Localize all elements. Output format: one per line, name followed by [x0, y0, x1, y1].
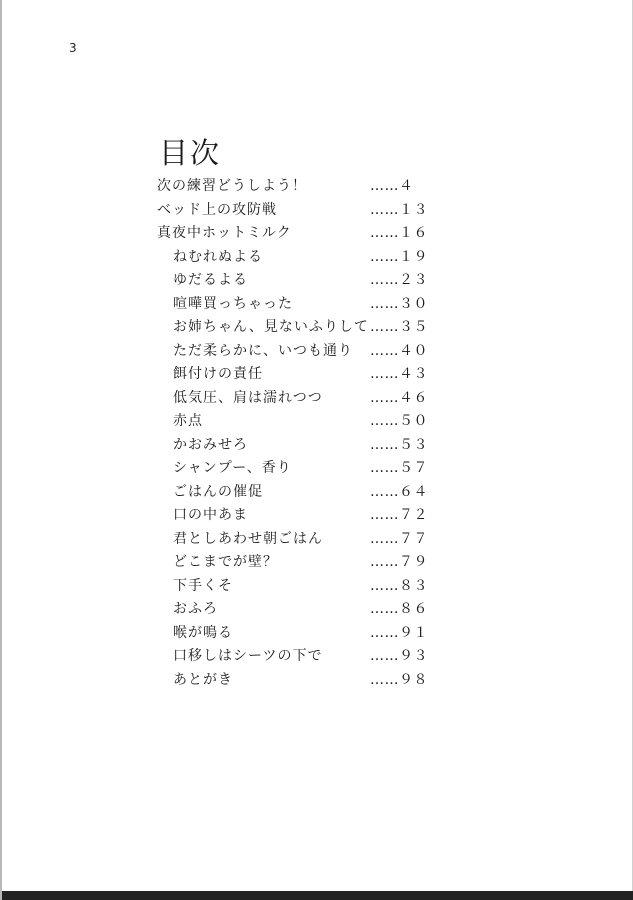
toc-entry-title: 口移しはシーツの下で [173, 648, 323, 664]
toc-entry-page: ……３５ [370, 319, 428, 335]
toc-entry-title: かおみせろ [173, 436, 248, 453]
toc-entry [157, 481, 447, 505]
toc-entry [157, 340, 447, 364]
toc-entry-page: ……９１ [370, 624, 428, 641]
toc-entry-title: ごはんの催促 [173, 483, 263, 500]
toc-entry-page: ……８６ [370, 601, 428, 617]
toc-entry [157, 199, 447, 223]
toc-entry-title: ゆだるよる [173, 272, 248, 288]
toc-entry [157, 222, 447, 246]
toc-entry-title: ただ柔らかに、いつも通り [173, 342, 353, 359]
toc-entry [157, 269, 447, 293]
toc-entry [157, 316, 447, 340]
toc-entry-title: ベッド上の攻防戦 [157, 201, 277, 218]
toc-entry-page: ……１３ [370, 201, 428, 218]
toc-entry [157, 622, 447, 646]
toc-entry [157, 457, 447, 481]
toc-entry [157, 551, 447, 575]
toc-entry [157, 387, 447, 411]
bottom-edge-bar [2, 891, 633, 900]
toc-entry [157, 434, 447, 458]
toc-entry-title: お姉ちゃん、見ないふりして [173, 319, 369, 335]
toc-entry-page: ……８３ [370, 577, 428, 594]
toc-entry-page: ……５３ [370, 436, 428, 453]
page-number: 3 [69, 41, 77, 55]
toc-entry-title: 口の中あま [173, 507, 248, 523]
toc-entry [157, 293, 447, 317]
toc-entry-page: ……４６ [370, 389, 428, 406]
toc-entry-page: ……７７ [370, 530, 428, 547]
toc-entry-title: あとがき [173, 671, 233, 688]
toc-entry [157, 598, 447, 622]
toc-entry-title: 赤点 [173, 413, 203, 429]
toc-entry-title: 餌付けの責任 [173, 366, 263, 382]
toc-entry-title: シャンプー、香り [173, 460, 292, 476]
toc-entry-page: ……１９ [370, 248, 428, 265]
toc-entry-page: ……４３ [370, 366, 428, 382]
toc-entry-title: 低気圧、肩は濡れつつ [173, 389, 323, 406]
toc-entry [157, 575, 447, 599]
toc-entry-title: 真夜中ホットミルク [157, 225, 292, 241]
toc-entry-page: ……９３ [370, 648, 428, 664]
toc-entry-page: ……５０ [370, 413, 428, 429]
toc-entry [157, 669, 447, 693]
toc-entry-page: ……６４ [370, 483, 428, 500]
toc-entry-page: ……７９ [370, 554, 428, 570]
toc-entry-page: ……９８ [370, 671, 428, 688]
toc-entry-page: ……５７ [370, 460, 428, 476]
table-of-contents [157, 175, 447, 692]
toc-entry-page: ……４０ [370, 342, 428, 359]
toc-entry [157, 246, 447, 270]
toc-entry-page: ……２３ [370, 272, 428, 288]
toc-entry [157, 645, 447, 669]
toc-entry-title: 下手くそ [173, 577, 233, 594]
toc-entry-title: 喉が鳴る [173, 624, 233, 641]
toc-entry-title: 君としあわせ朝ごはん [173, 530, 323, 547]
toc-entry [157, 410, 447, 434]
toc-entry-page: ……３０ [370, 295, 428, 312]
toc-entry [157, 528, 447, 552]
toc-entry-title: ねむれぬよる [173, 248, 263, 265]
toc-entry-page: ……４ [370, 178, 414, 194]
toc-entry-page: ……７２ [370, 507, 428, 523]
toc-entry-page: ……１６ [370, 225, 428, 241]
toc-entry-title: おふろ [173, 601, 218, 617]
toc-entry-title: どこまでが壁？ [173, 554, 278, 570]
toc-entry-title: 次の練習どうしよう！ [157, 178, 307, 194]
toc-entry-title: 喧嘩買っちゃった [173, 295, 293, 312]
toc-entry [157, 504, 447, 528]
toc-entry [157, 175, 447, 199]
toc-title: 目次 [159, 136, 222, 170]
toc-entry [157, 363, 447, 387]
